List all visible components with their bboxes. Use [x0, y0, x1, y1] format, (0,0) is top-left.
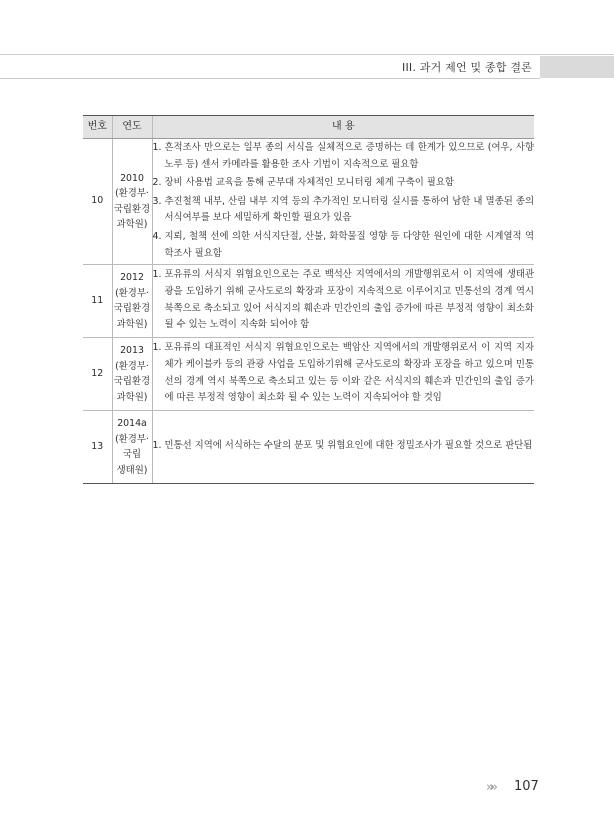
table-row: [83, 139, 534, 265]
year-line: (환경부·: [115, 360, 149, 372]
item-text: 추진철책 내부, 산림 내부 지역 등의 추가적인 모니터링 실시를 통하여 남한 내 멸종된 종의 서식여부를 보다 세밀하게 확인할 필요가 있음: [164, 195, 534, 224]
item-text: 흔적조사 만으로는 일부 종의 서식을 실체적으로 증명하는 데 한계가 있으므로 (여우, 사향노루 등) 센서 카메라를 활용한 조사 기법이 지속적으로 필요함: [164, 142, 534, 170]
list-item: [153, 140, 535, 173]
item-text: 포유류의 대표적인 서식지 위협요인으로는 백암산 지역에서의 개발행위로서 이 지역 지자체가 케이블카 등의 관광 사업을 도입하기위해 군사도로의 확장과 포장을 하고 있으며 민통선의 경계 역시 북쪽으로 축소되고 있는 등 이와 같은 서식지의 훼손과 민간인의 출입 증가에 따른 부정적 영향이 최소화 될 수 있는 노력이 지속되어야 할 것임: [164, 342, 534, 404]
list-item: [153, 175, 535, 192]
column-header-year: 연도: [112, 116, 152, 139]
row-year: [112, 139, 152, 265]
item-text: 장비 사용법 교육을 통해 군부대 자체적인 모니터링 체계 구축이 필요함: [164, 177, 454, 189]
item-number: 2.: [152, 177, 162, 189]
item-number: 1.: [152, 440, 162, 452]
row-number: 11: [83, 265, 112, 338]
year-line: 과학원): [116, 391, 148, 403]
recommendations-table: [83, 115, 534, 484]
item-number: 4.: [152, 230, 162, 242]
table-row: [83, 265, 534, 338]
list-item: [153, 340, 535, 406]
year-line: (환경부·: [115, 188, 149, 200]
column-header-no: 번호: [83, 116, 112, 139]
year-line: (환경부·: [115, 433, 149, 445]
year-line: 국립환경: [113, 303, 151, 315]
item-text: 포유류의 서식지 위협요인으로는 주로 백석산 지역에서의 개발행위로서 이 지역에 생태관광을 도입하기 위해 군사도로의 확장과 포장이 지속적으로 이루어지고 민통선의 경계 역시 북쪽으로 축소되고 있어 서식지의 훼손과 민간인의 출입 증가에 따른 부정적 영향이 최소화 될 수 있는 노력이 지속화 되어야 함: [164, 269, 534, 331]
year-line: 국립: [122, 449, 142, 461]
running-header: [0, 56, 614, 78]
list-item: [153, 194, 535, 227]
table-row: [83, 338, 534, 411]
table-row: [83, 411, 534, 484]
row-number: 10: [83, 139, 112, 265]
year-line: 국립환경: [113, 203, 151, 215]
row-content: [152, 139, 534, 265]
page-number: 107: [514, 779, 539, 794]
column-header-content: 내 용: [152, 116, 534, 139]
year-line: 생태원): [116, 464, 148, 476]
year-line: 2013: [120, 345, 144, 357]
item-number: 1.: [152, 142, 162, 153]
chapter-tab-marker: [540, 56, 614, 78]
item-text: 민통선 지역에 서식하는 수달의 분포 및 위협요인에 대한 정밀조사가 필요할 것으로 판단됨: [164, 440, 533, 452]
list-item: [153, 229, 535, 262]
row-content: [152, 265, 534, 338]
row-year: [112, 265, 152, 338]
chapter-title: III. 과거 제언 및 종합 결론: [402, 61, 532, 74]
item-number: 3.: [152, 195, 162, 207]
year-line: 과학원): [116, 219, 148, 231]
item-number: 1.: [152, 269, 162, 281]
list-item: [153, 267, 535, 333]
year-line: 2010: [120, 172, 144, 184]
page-top-rule: [0, 54, 614, 55]
chevron-right-icon: »»: [486, 780, 494, 795]
year-line: 과학원): [116, 318, 148, 330]
row-year: [112, 411, 152, 484]
item-number: 1.: [152, 342, 162, 354]
year-line: 2014a: [117, 418, 147, 430]
row-number: 12: [83, 338, 112, 411]
row-number: 13: [83, 411, 112, 484]
row-content: [152, 411, 534, 484]
row-year: [112, 338, 152, 411]
item-text: 지뢰, 철책 선에 의한 서식지단절, 산불, 화학물질 영향 등 다양한 원인에 대한 시계열적 역학조사 필요함: [164, 230, 534, 259]
table-header-row: [83, 116, 534, 139]
year-line: (환경부·: [115, 287, 149, 299]
year-line: 국립환경: [113, 376, 151, 388]
year-line: 2012: [120, 272, 144, 284]
list-item: [153, 438, 535, 455]
row-content: [152, 338, 534, 411]
header-rule: [0, 78, 540, 79]
